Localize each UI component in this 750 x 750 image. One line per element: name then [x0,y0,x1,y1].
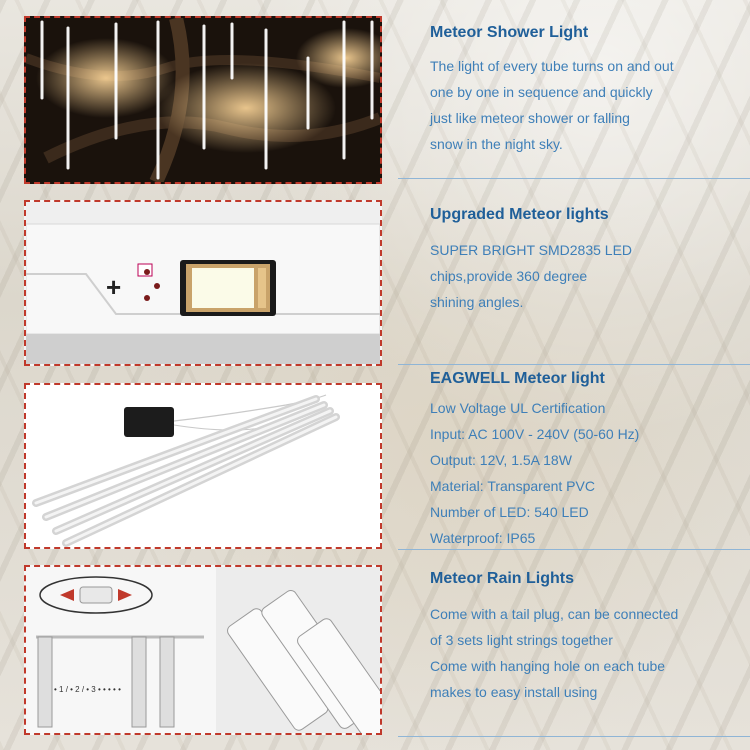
section-title: Upgraded Meteor lights [430,206,609,223]
image-meteor-tree [24,16,382,184]
spec-line: Input: AC 100V - 240V (50-60 Hz) [430,426,640,442]
image-adapter-tubes [24,383,382,549]
section-divider [398,549,750,550]
section-specs [398,364,750,549]
section-divider [398,178,750,179]
section-text-line: of 3 sets light strings together [430,632,613,648]
section-divider [398,736,750,737]
section-text-line: one by one in sequence and quickly [430,84,653,100]
section-meteor-shower [398,16,750,184]
section-title: EAGWELL Meteor light [430,370,605,387]
section-text-line: shining angles. [430,294,524,310]
section-title: Meteor Rain Lights [430,570,575,587]
image-led-chip [24,200,382,366]
led-chip-illustration [26,202,380,364]
spec-line: Output: 12V, 1.5A 18W [430,452,572,468]
section-text-line: snow in the night sky. [430,136,563,152]
section-text-line: Come with a tail plug, can be connected [430,606,679,622]
section-text-line: chips,provide 360 degree [430,268,588,284]
adapter-tubes-illustration [26,385,380,547]
tree-lights-illustration [26,18,380,182]
section-rain-lights [398,560,750,740]
plus-symbol: + [106,272,122,302]
section-text-line: SUPER BRIGHT SMD2835 LED [430,242,633,258]
section-upgraded [398,196,750,366]
connector-note: • 1 / • 2 / • 3 • • • • • [54,685,121,694]
section-text-line: makes to easy install using [430,684,598,700]
spec-line: Number of LED: 540 LED [430,504,589,520]
section-text-line: just like meteor shower or falling [430,110,630,126]
spec-line: Waterproof: IP65 [430,530,536,546]
section-text-line: Come with hanging hole on each tube [430,658,666,674]
connector-diagram-illustration [26,567,380,733]
spec-line: Low Voltage UL Certification [430,400,606,416]
section-title: Meteor Shower Light [430,24,589,41]
image-connector-diagram [24,565,382,735]
section-text-line: The light of every tube turns on and out [430,58,674,74]
spec-line: Material: Transparent PVC [430,478,595,494]
